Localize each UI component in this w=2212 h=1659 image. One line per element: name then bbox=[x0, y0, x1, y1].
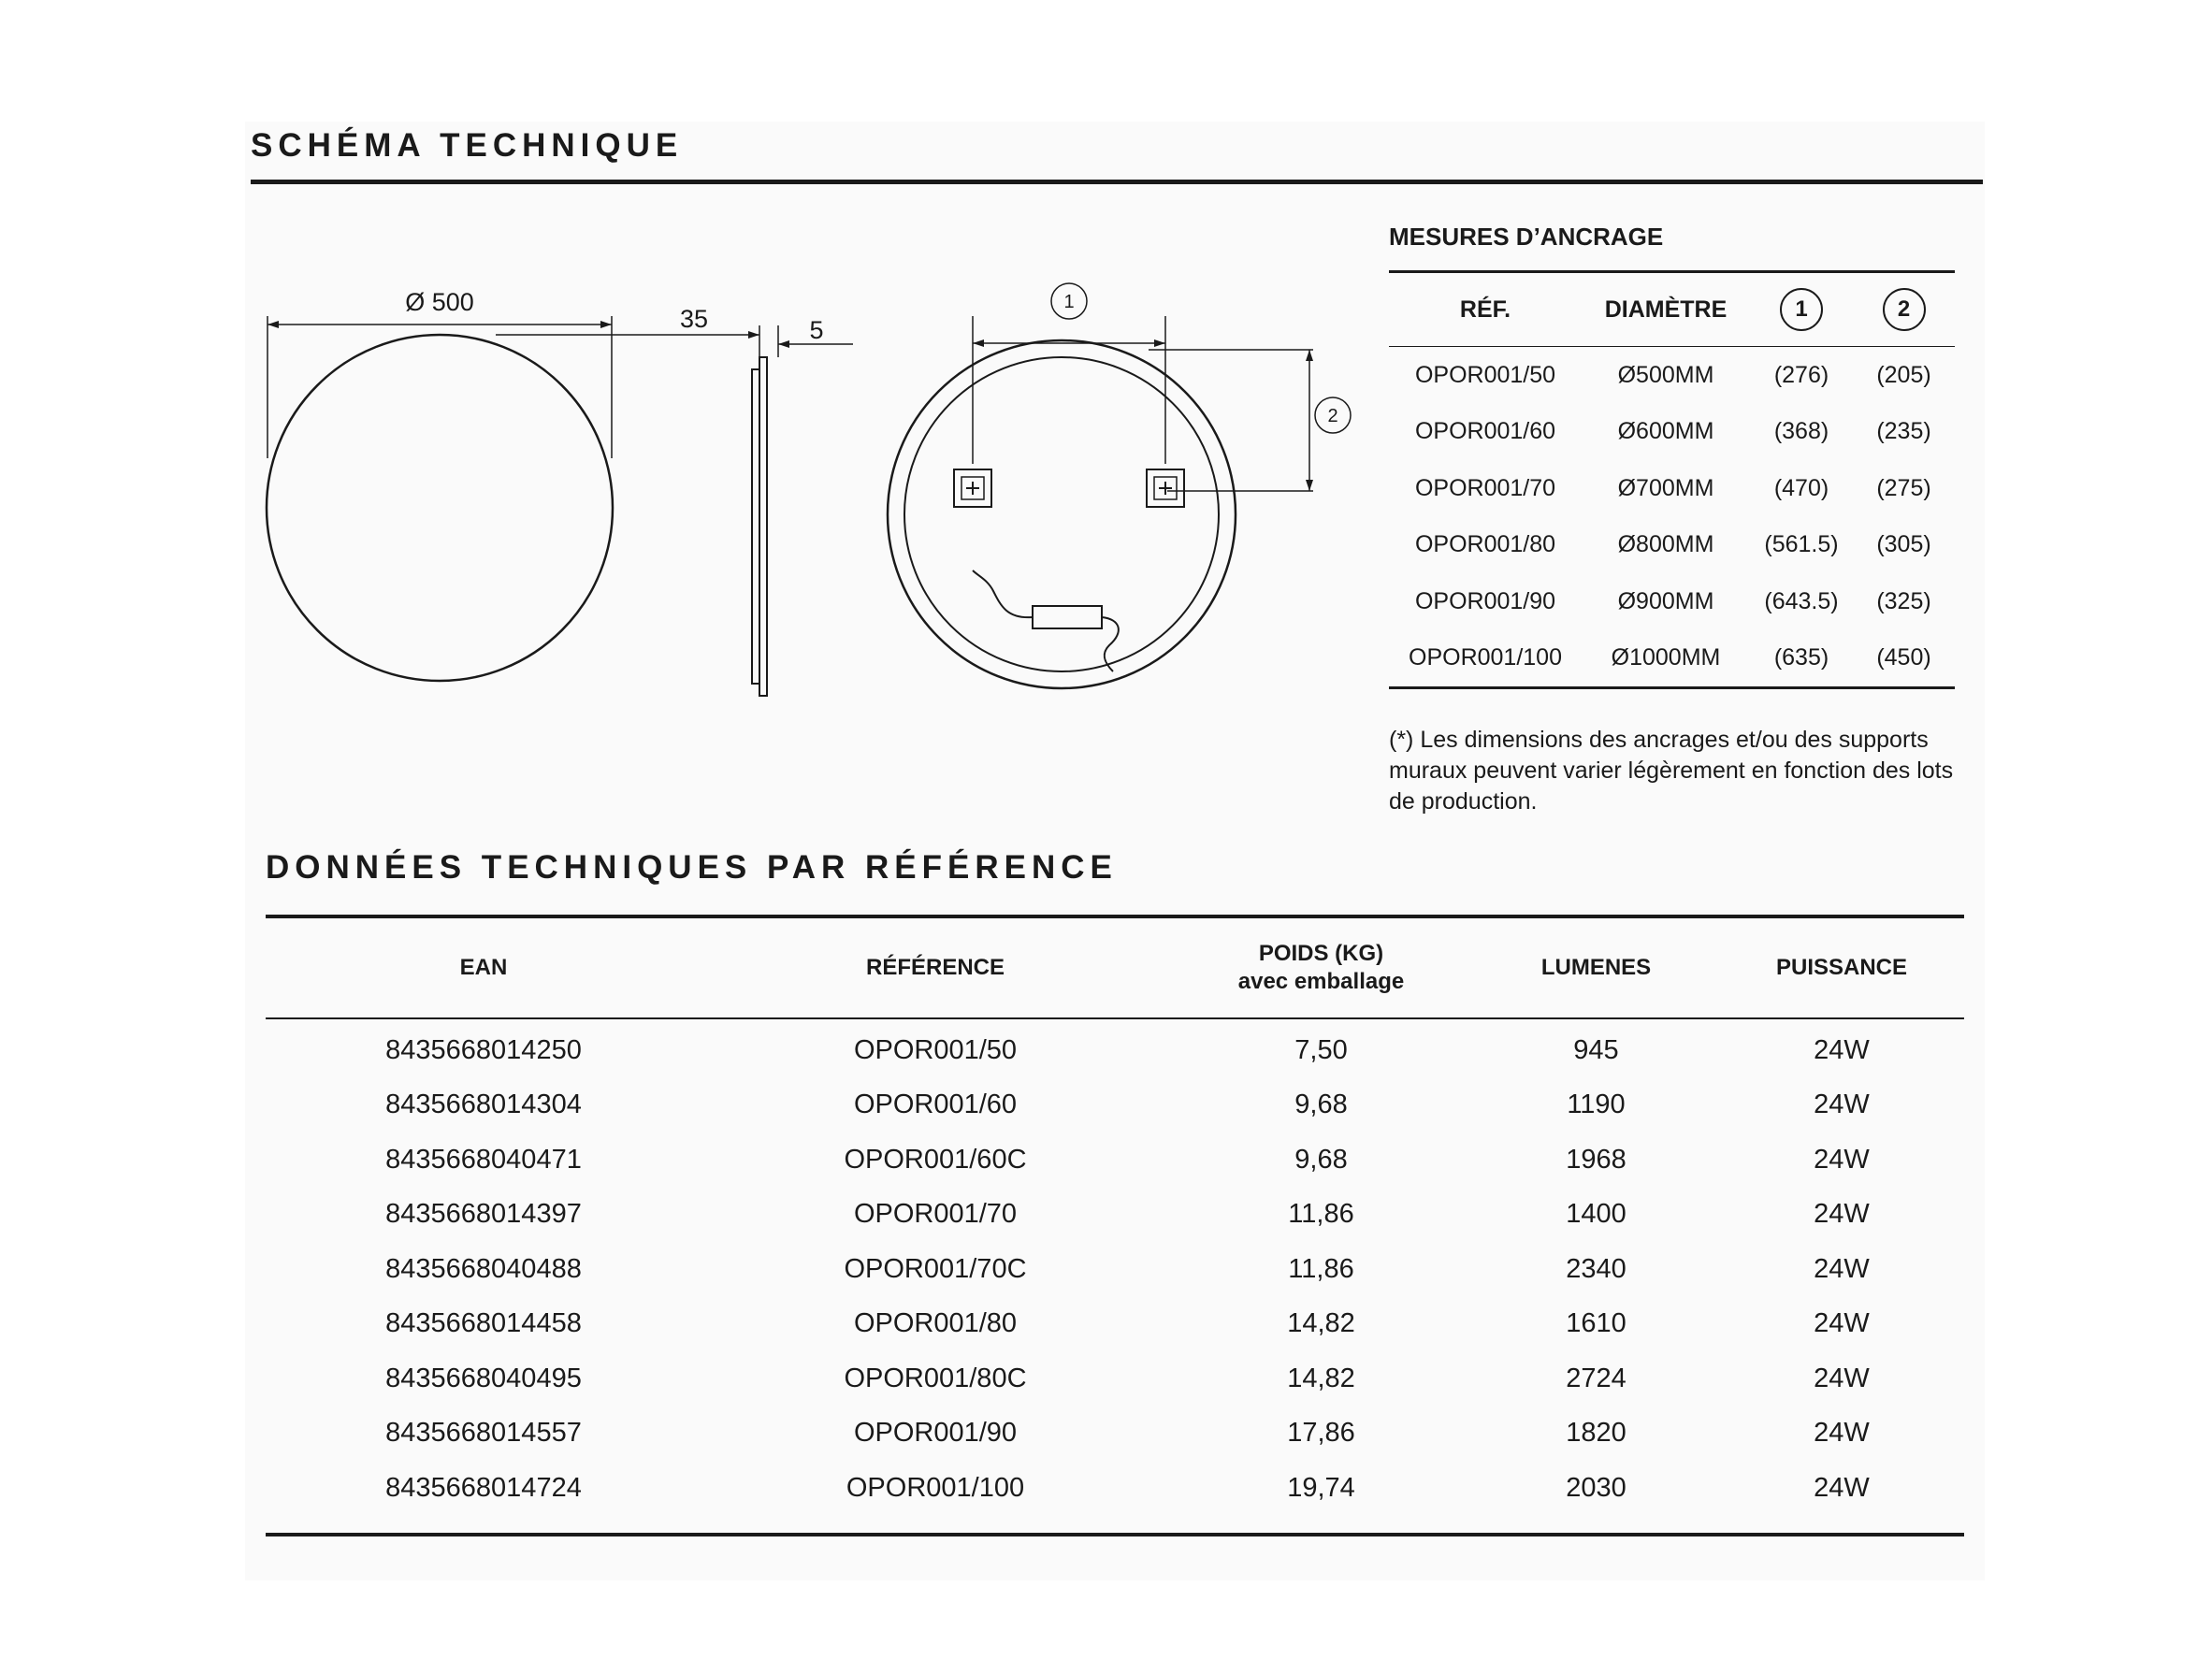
anchorage-row-diameter: Ø800MM bbox=[1617, 531, 1714, 558]
anchorage-row-ref: OPOR001/70 bbox=[1414, 474, 1556, 501]
tech-header-weight-label: POIDS (KG) bbox=[1258, 941, 1384, 966]
anchorage-row-diameter: Ø700MM bbox=[1617, 474, 1714, 501]
tech-row-lumens: 2724 bbox=[1566, 1363, 1626, 1393]
depth-arrowhead-icon bbox=[748, 331, 759, 339]
anchorage-row-c1: (561.5) bbox=[1764, 531, 1839, 558]
arrowhead-left-icon bbox=[267, 321, 279, 328]
anchorage-row-ref: OPOR001/100 bbox=[1409, 644, 1562, 671]
tech-data-table-body bbox=[266, 1018, 1964, 1535]
tech-row-lumens: 1820 bbox=[1566, 1418, 1626, 1449]
tech-row bbox=[266, 1242, 1964, 1297]
side-panel-back bbox=[752, 369, 759, 684]
anchorage-row bbox=[1389, 460, 1955, 517]
anchorage-row-c2: (450) bbox=[1876, 644, 1931, 671]
anchorage-row-c2: (275) bbox=[1876, 474, 1931, 501]
tech-row-ean: 8435668040471 bbox=[385, 1144, 582, 1175]
tech-row-lumens: 1400 bbox=[1566, 1199, 1626, 1230]
schema-title: SCHÉMA TECHNIQUE bbox=[251, 127, 684, 164]
anchorage-row-c1: (635) bbox=[1773, 644, 1829, 671]
tech-row-lumens: 1968 bbox=[1566, 1144, 1626, 1175]
tech-row-weight: 17,86 bbox=[1287, 1418, 1355, 1449]
anchorage-row-diameter: Ø1000MM bbox=[1611, 644, 1721, 671]
tech-row-weight: 19,74 bbox=[1287, 1472, 1355, 1503]
anchorage-row-c1: (276) bbox=[1773, 361, 1829, 388]
tech-row bbox=[266, 1297, 1964, 1352]
anchorage-row-c2: (205) bbox=[1876, 361, 1931, 388]
tech-row-ref: OPOR001/80C bbox=[844, 1363, 1027, 1393]
tech-row-ean: 8435668014397 bbox=[385, 1199, 582, 1230]
tech-header-lumens: LUMENES bbox=[1473, 916, 1719, 1018]
callout-2-badge: 2 bbox=[1883, 288, 1926, 331]
wall-bracket-right-icon bbox=[1147, 469, 1184, 507]
tech-row-ref: OPOR001/60C bbox=[844, 1144, 1027, 1175]
tech-row-ean: 8435668014250 bbox=[385, 1034, 582, 1065]
tech-row-power: 24W bbox=[1814, 1034, 1870, 1065]
tech-row-weight: 14,82 bbox=[1287, 1308, 1355, 1339]
tech-row-ean: 8435668014458 bbox=[385, 1308, 582, 1339]
tech-row-weight: 9,68 bbox=[1294, 1144, 1348, 1175]
tech-row-ean: 8435668014304 bbox=[385, 1089, 582, 1120]
tech-row-weight: 9,68 bbox=[1294, 1089, 1348, 1120]
tech-row-ref: OPOR001/70C bbox=[844, 1253, 1027, 1284]
tech-row-weight: 14,82 bbox=[1287, 1363, 1355, 1393]
anchorage-row-c1: (470) bbox=[1773, 474, 1829, 501]
tech-row-ref: OPOR001/60 bbox=[853, 1089, 1018, 1120]
arrowhead-right-icon bbox=[600, 321, 612, 328]
tech-data-table bbox=[266, 915, 1964, 1536]
tech-row-ean: 8435668040488 bbox=[385, 1253, 582, 1284]
anchorage-row-c1: (368) bbox=[1773, 418, 1829, 445]
tech-row-ean: 8435668040495 bbox=[385, 1363, 582, 1393]
anchorage-row-ref: OPOR001/50 bbox=[1414, 361, 1556, 388]
anchorage-footnote: (*) Les dimensions des ancrages et/ou des supports muraux peuvent varier légèrement en fonction des lots de production. bbox=[1389, 727, 1954, 815]
anchorage-header-c2 bbox=[1853, 272, 1955, 347]
anchorage-row-c2: (305) bbox=[1876, 531, 1931, 558]
anchorage-section bbox=[1389, 223, 1959, 817]
tech-row bbox=[266, 1188, 1964, 1243]
tech-row-power: 24W bbox=[1814, 1472, 1870, 1503]
anchorage-row-c2: (325) bbox=[1876, 587, 1931, 614]
anchorage-row bbox=[1389, 347, 1955, 404]
tech-row bbox=[266, 1351, 1964, 1407]
side-panel-glass bbox=[759, 357, 767, 696]
tech-row-power: 24W bbox=[1814, 1308, 1870, 1339]
anchorage-header-ref: RÉF. bbox=[1389, 272, 1582, 347]
anchorage-row-ref: OPOR001/90 bbox=[1414, 587, 1556, 614]
tech-row-ref: OPOR001/90 bbox=[853, 1418, 1018, 1449]
tech-row bbox=[266, 1132, 1964, 1188]
tech-header-power: PUISSANCE bbox=[1719, 916, 1964, 1018]
anchorage-title: MESURES D’ANCRAGE bbox=[1389, 223, 1664, 251]
tech-data-title: DONNÉES TECHNIQUES PAR RÉFÉRENCE bbox=[266, 849, 1118, 886]
anchorage-row-c1: (643.5) bbox=[1764, 587, 1839, 614]
tech-row-ref: OPOR001/100 bbox=[846, 1472, 1025, 1503]
mirror-front-circle bbox=[267, 335, 613, 681]
tech-row-power: 24W bbox=[1814, 1199, 1870, 1230]
anchor-arrow-right-icon bbox=[1154, 339, 1165, 347]
tech-row-power: 24W bbox=[1814, 1363, 1870, 1393]
anchorage-row-diameter: Ø500MM bbox=[1617, 361, 1714, 388]
tech-row-weight: 11,86 bbox=[1288, 1253, 1354, 1284]
thin-label: 5 bbox=[809, 316, 824, 344]
back-inner-ring bbox=[904, 357, 1219, 671]
tech-row-weight: 7,50 bbox=[1294, 1034, 1348, 1065]
tech-row-lumens: 2030 bbox=[1566, 1472, 1626, 1503]
tech-row-power: 24W bbox=[1814, 1089, 1870, 1120]
front-diameter-label: Ø 500 bbox=[405, 288, 474, 316]
schema-title-rule bbox=[251, 180, 1983, 184]
front-view bbox=[267, 316, 613, 681]
tech-row-ref: OPOR001/70 bbox=[853, 1199, 1018, 1230]
callout-1-label: 1 bbox=[1063, 292, 1075, 312]
callout-2-label: 2 bbox=[1327, 406, 1338, 426]
anchorage-header-c1 bbox=[1750, 272, 1853, 347]
anchorage-row-ref: OPOR001/80 bbox=[1414, 531, 1556, 558]
tech-header-row bbox=[266, 916, 1964, 1018]
tech-row-ref: OPOR001/80 bbox=[853, 1308, 1018, 1339]
tech-header-ean: EAN bbox=[266, 916, 701, 1018]
tech-row-ean: 8435668014557 bbox=[385, 1418, 582, 1449]
callout-1-badge: 1 bbox=[1780, 288, 1823, 331]
tech-header-weight bbox=[1169, 916, 1473, 1018]
anchorage-row bbox=[1389, 517, 1955, 574]
anchorage-table-body bbox=[1389, 347, 1955, 688]
tech-row-lumens: 1610 bbox=[1566, 1308, 1626, 1339]
anchorage-row bbox=[1389, 573, 1955, 630]
anchorage-row-ref: OPOR001/60 bbox=[1414, 418, 1556, 445]
anchorage-row-diameter: Ø600MM bbox=[1617, 418, 1714, 445]
wall-bracket-left-icon bbox=[954, 469, 991, 507]
technical-drawing bbox=[245, 234, 1338, 720]
tech-row-power: 24W bbox=[1814, 1253, 1870, 1284]
anchorage-row-diameter: Ø900MM bbox=[1617, 587, 1714, 614]
thin-arrowhead-icon bbox=[778, 340, 789, 348]
depth-label: 35 bbox=[679, 305, 709, 333]
anchorage-header-row bbox=[1389, 272, 1955, 347]
tech-row bbox=[266, 1018, 1964, 1078]
anchorage-header-diameter: DIAMÈTRE bbox=[1582, 272, 1750, 347]
tech-row bbox=[266, 1407, 1964, 1462]
anchorage-row-c2: (235) bbox=[1876, 418, 1931, 445]
anchorage-row bbox=[1389, 630, 1955, 688]
tech-row-lumens: 2340 bbox=[1566, 1253, 1626, 1284]
tech-row bbox=[266, 1461, 1964, 1535]
tech-row-power: 24W bbox=[1814, 1418, 1870, 1449]
anchorage-row bbox=[1389, 404, 1955, 461]
back-outer-ring bbox=[888, 340, 1236, 688]
tech-row-weight: 11,86 bbox=[1288, 1199, 1354, 1230]
tech-row-lumens: 945 bbox=[1573, 1034, 1619, 1065]
tech-header-reference: RÉFÉRENCE bbox=[701, 916, 1169, 1018]
tech-row-ean: 8435668014724 bbox=[385, 1472, 582, 1503]
tech-row bbox=[266, 1078, 1964, 1133]
tech-row-ref: OPOR001/50 bbox=[853, 1034, 1018, 1065]
tech-row-lumens: 1190 bbox=[1567, 1089, 1626, 1120]
anchor-arrow-left-icon bbox=[973, 339, 984, 347]
tech-header-weight-sub: avec emballage bbox=[1237, 969, 1405, 994]
tech-row-power: 24W bbox=[1814, 1144, 1870, 1175]
anchorage-table bbox=[1389, 270, 1955, 689]
